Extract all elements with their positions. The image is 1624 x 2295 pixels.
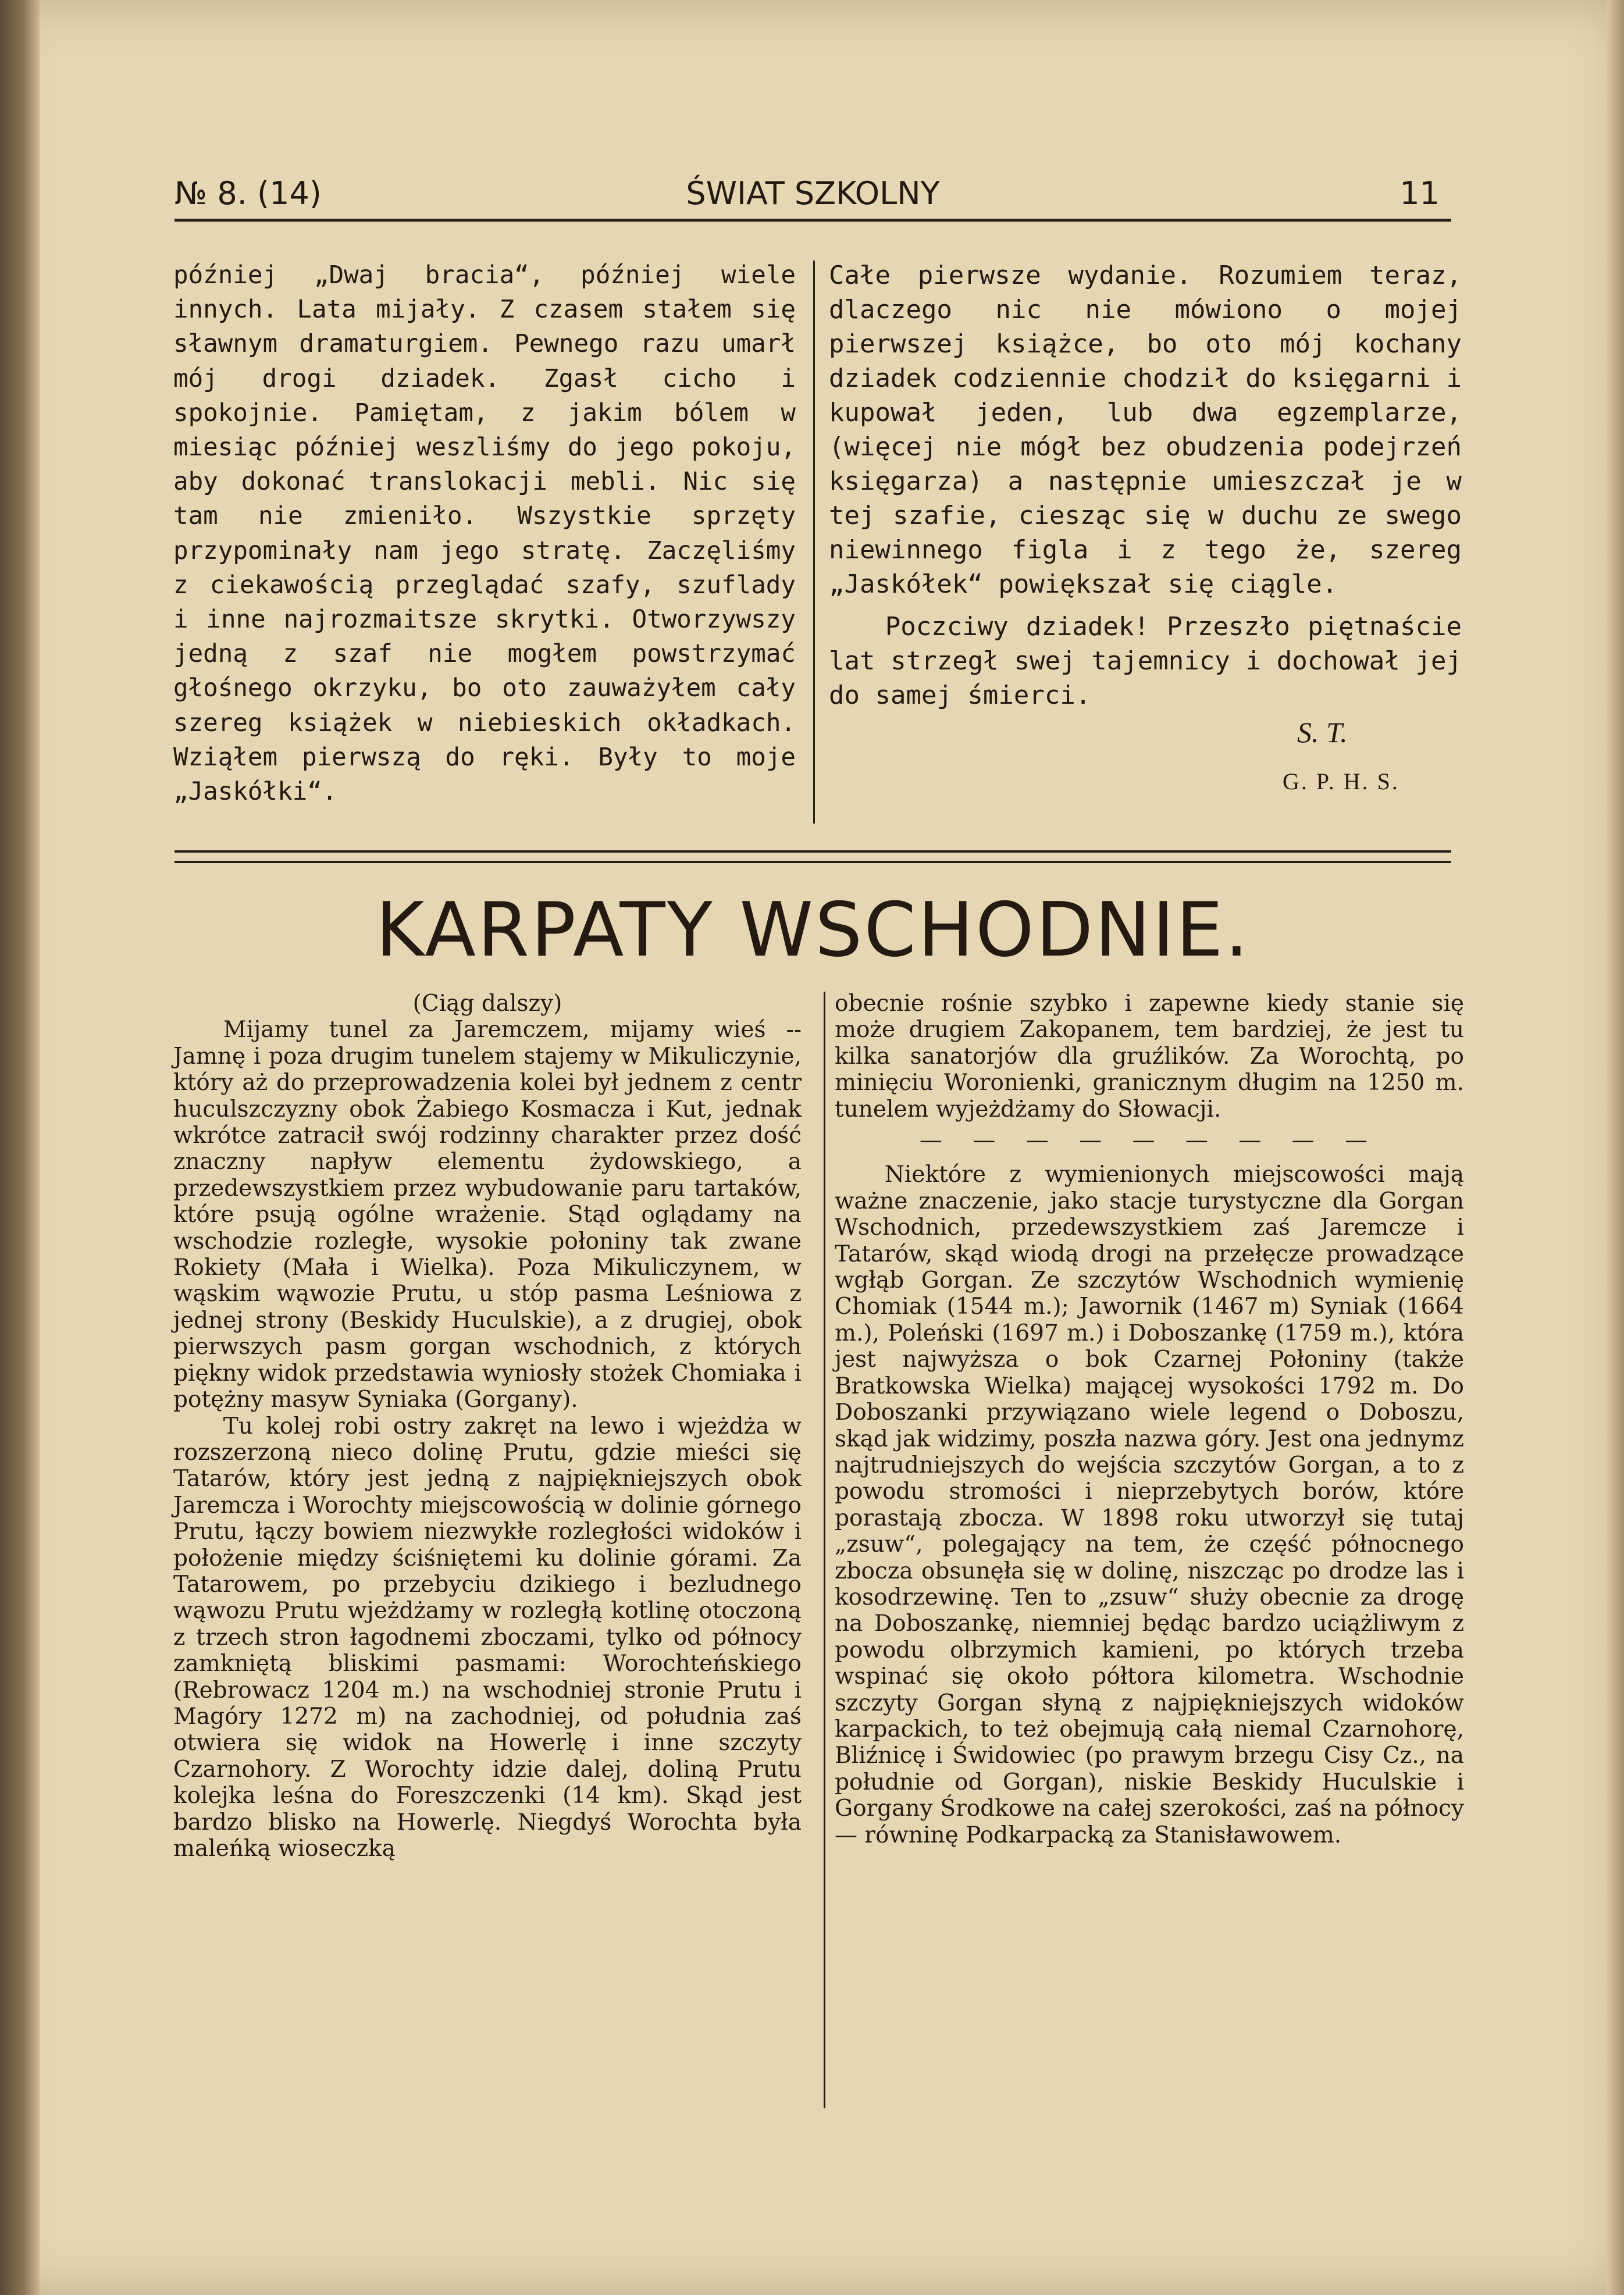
story-paragraph: Całe pierwsze wydanie. Rozumiem teraz, dlaczego nic nie mówiono o mojej pierwszej książce, bo oto mój kochany dziadek codziennie chodził do księgarni i kupował jeden, lub dwa egzemplarze, (więcej nie mógł bez obudzenia podejrzeń księgarza) a następnie umieszczał je w tej szafie, ciesząc się w duchu ze swego niewinnego figla i z tego że, szereg „Jaskółek“ powiększał się ciągle. (829, 261, 1462, 599)
story-right-column (829, 258, 1462, 710)
article-paragraph: Niektóre z wymienionych miejscowości mają ważne znaczenie, jako stacje turystyczne dla Gorgan Wschodnich, przedewszystkiem zaś Jaremcze i Tatarów, skąd wiodą drogi na przełęcze prowadzące wgłąb Gorgan. Ze szczytów Wschodnich wymienię Chomiak (1544 m.); Jawornik (1467 m) Syniak (1664 m.), Poleński (1697 m.) i Doboszankę (1759 m.), która jest najwyższa o bok Czarnej Połoniny (także Bratkowska Wielka) mającej wysokości 1792 m. Do Doboszanki przywiązano wiele legend o Doboszu, skąd jak widzimy, poszła nazwa góry. Jest ona jednymz najtrudniejszych do wejścia szczytów Gorgan, a to z powodu stromości i nieprzebytych borów, które porastają zbocza. W 1898 roku utworzył się tutaj „zsuw“, polegający na tem, że część północnego zbocza obsunęła się w dolinę, niszcząc po drodze las i kosodrzewinę. Ten to „zsuw“ służy obecnie za drogę na Doboszankę, niemniej będąc bardzo uciążliwym z powodu olbrzymich kamieni, po których trzeba wspinać się około półtora kilometra. Wschodnie szczyty Gorgan słyną z najpiękniejszych widoków karpackich, to też obejmują całą niemal Czarnohorę, Bliźnicę i Świdowiec (po prawym brzegu Cisy Cz., na południe od Gorgan), niskie Beskidy Huculskie i Gorgany Środkowe na całej szerokości, zaś na północy — równinę Podkarpacką za Stanisławowem. (835, 1161, 1464, 1848)
page-number: 11 (1399, 175, 1440, 212)
article-title: KARPATY WSCHODNIE. (375, 887, 1251, 974)
author-signature: S. T. (1297, 716, 1348, 749)
article-paragraph: obecnie rośnie szybko i zapewne kiedy stanie się może drugiem Zakopanem, tem bardziej, że jest tu kilka sanatorjów dla gruźlików. Za Worochtą, po minięciu Woronienki, granicznym długim na 1250 m. tunelem wyjeżdżamy do Słowacji. (835, 990, 1464, 1122)
column-divider (813, 261, 815, 824)
journal-title: ŚWIAT SZKOLNY (686, 175, 940, 212)
class-mark: G. P. H. S. (1283, 768, 1399, 794)
section-separator: — — — — — — — — — (919, 1127, 1380, 1154)
article-subtitle: (Ciąg dalszy) (412, 990, 562, 1017)
article-right-column (835, 990, 1464, 2113)
book-binding (0, 0, 40, 2295)
section-rule (174, 850, 1451, 853)
story-paragraph: Poczciwy dziadek! Przeszło piętnaście lat strzegł swej tajemnicy i dochował jej do samej śmierci. (829, 612, 1462, 710)
running-header (174, 172, 1451, 222)
column-divider (824, 992, 825, 2108)
story-left-column (173, 258, 796, 828)
page-edge-shadow (1607, 0, 1624, 2295)
article-paragraph: Tu kolej robi ostry zakręt na lewo i wjeżdża w rozszerzoną nieco dolinę Prutu, gdzie mieści się Tatarów, który jest jedną z najpiękniejszych obok Jaremcza i Worochty miejscowością w dolinie górnego Prutu, łączy bowiem niezwykłe rozległości widoków i położenie między ściśniętemi ku dolinie górami. Za Tatarowem, po przebyciu dzikiego i bezludnego wąwozu Prutu wjeżdżamy w rozległą kotlinę otoczoną z trzech stron łagodnemi zboczami, tylko od północy zamkniętą bliskimi pasmami: Worochteńskiego (Rebrowacz 1204 m.) na wschodniej stronie Prutu i Magóry 1272 m) na zachodniej, od południa zaś otwiera się widok na Howerlę i inne szczyty Czarnohory. Z Worochty idzie dalej, doliną Prutu kolejka leśna do Foreszczenki (14 km). Skąd jest bardzo blisko na Howerlę. Niegdyś Worochta była maleńką wioseczką (173, 1413, 802, 1862)
article-left-column (173, 990, 802, 2113)
issue-number: № 8. (14) (174, 175, 322, 212)
story-paragraph: później „Dwaj bracia“, później wiele innych. Lata mijały. Z czasem stałem się sławnym dramaturgiem. Pewnego razu umarł mój drogi dziadek. Zgasł cicho i spokojnie. Pamiętam, z jakim bólem w miesiąc później weszliśmy do jego pokoju, aby dokonać translokacji mebli. Nic się tam nie zmieniło. Wszystkie sprzęty przypominały nam jego stratę. Zaczęliśmy z ciekawością przeglądać szafy, szuflady i inne najrozmaitsze skrytki. Otworzywszy jedną z szaf nie mogłem powstrzymać głośnego okrzyku, bo oto zauważyłem cały szereg książek w niebieskich okładkach. Wziąłem pierwszą do ręki. Były to moje „Jaskółki“. (173, 261, 796, 807)
article-paragraph: Mijamy tunel za Jaremczem, mijamy wieś -- Jamnę i poza drugim tunelem stajemy w Mikuliczynie, który aż do przeprowadzenia kolei był jednem z centr huculszczyzny obok Żabiego Kosmacza i Kut, jednak wkrótce zatracił swój rodzinny charakter przez dość znaczny napływ elementu żydowskiego, a przedewszystkiem przez wybudowanie paru tartaków, które psują ogólne wrażenie. Stąd oglądamy na wschodzie rozległe, wysokie połoniny tak zwane Rokiety (Mała i Wielka). Poza Mikuliczynem, w wąskim wąwozie Prutu, u stóp pasma Leśniowa z jednej strony (Beskidy Huculskie), a z drugiej, obok pierwszych pasm gorgan wschodnich, z których piękny widok przedstawia wyniosły stożek Chomiaka i potężny masyw Syniaka (Gorgany). (173, 1017, 802, 1413)
section-rule (174, 861, 1451, 863)
